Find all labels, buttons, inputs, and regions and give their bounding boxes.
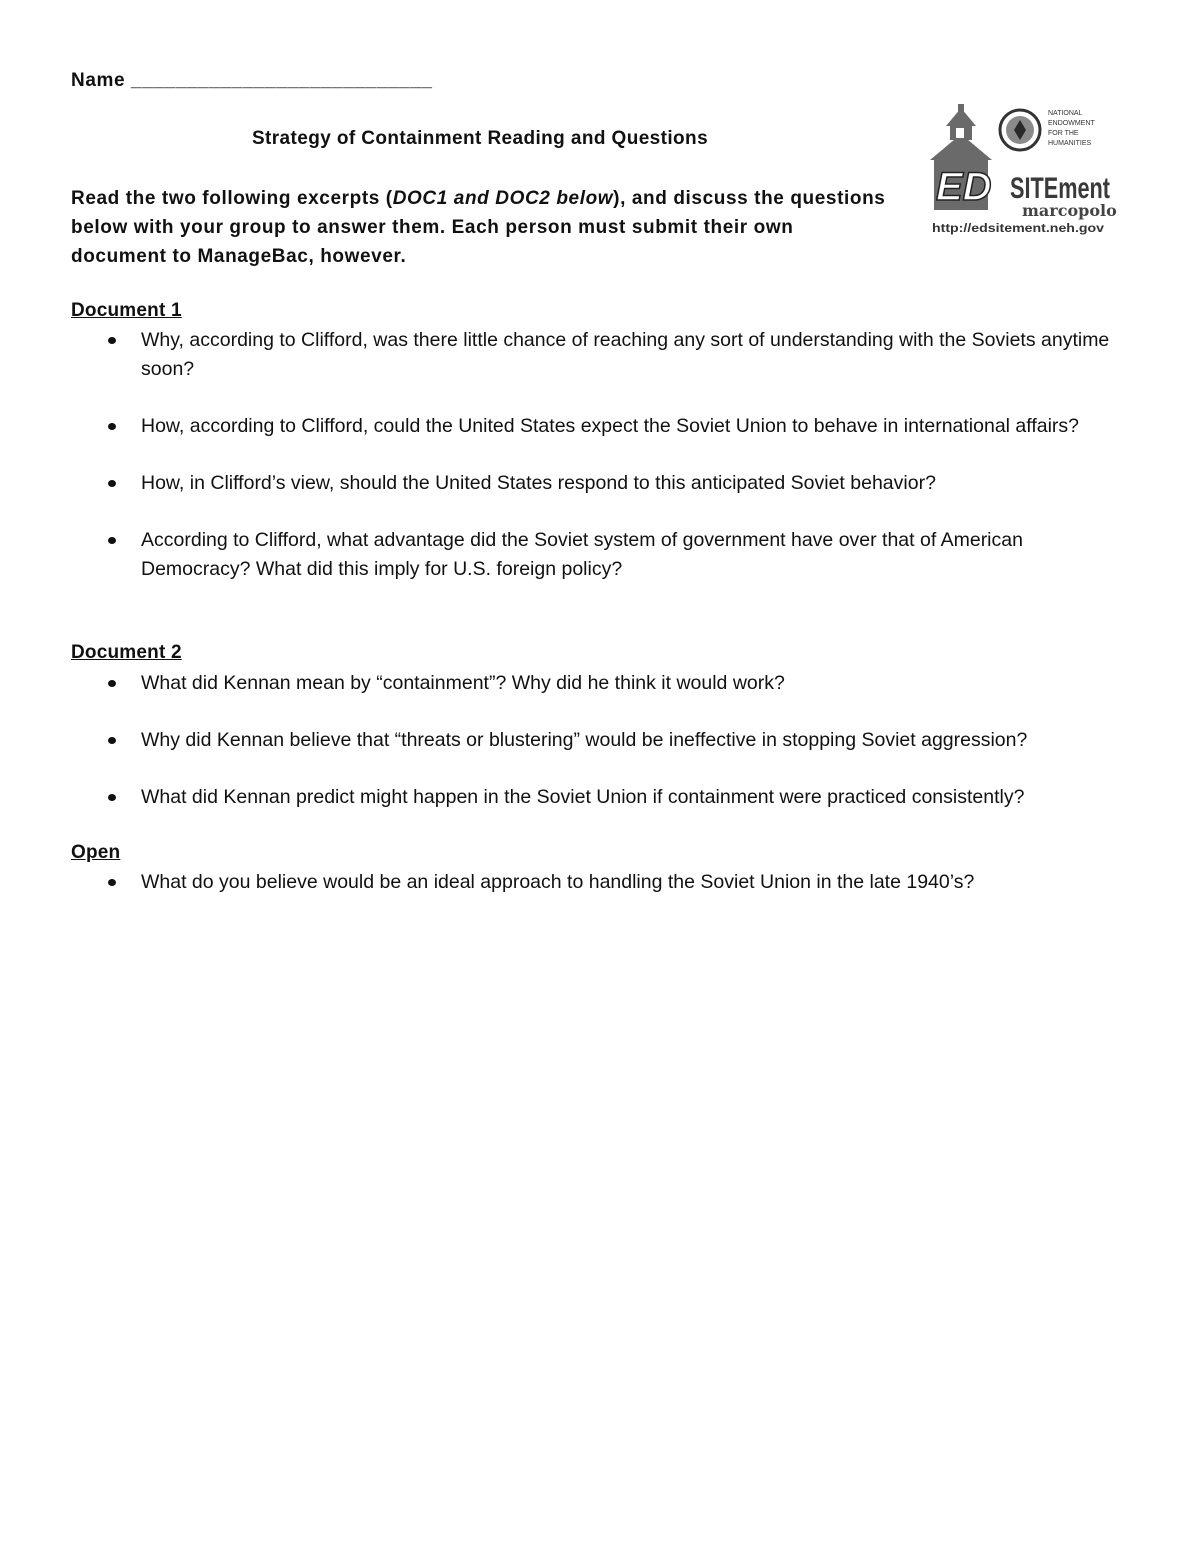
- section-heading-document-2: Document 2: [71, 642, 182, 663]
- question-text: Why did Kennan believe that “threats or blustering” would be ineffective in stopping Soviet aggression?: [141, 729, 1028, 751]
- question-text: According to Clifford, what advantage did the Soviet system of government have over that of American Democracy? What did this imply for U.S. foreign policy?: [141, 529, 1023, 580]
- neh-seal-icon: [1000, 110, 1040, 150]
- section-heading-open: Open: [71, 842, 121, 863]
- bullet-icon: [108, 423, 116, 430]
- logo-sitement-text: SITEment: [1010, 172, 1111, 205]
- logo-marcopolo-text: marcopolo: [1022, 201, 1117, 220]
- bullet-icon: [108, 794, 116, 801]
- list-item: [0, 469, 1131, 498]
- question-list-open: [0, 868, 1200, 897]
- list-item: [0, 412, 1131, 441]
- list-item: [0, 726, 1131, 755]
- list-item: [0, 868, 1131, 897]
- question-text: How, according to Clifford, could the United States expect the Soviet Union to behave in international affairs?: [141, 415, 1080, 437]
- question-text: Why, according to Clifford, was there little chance of reaching any sort of understanding with the Soviets anytime soon?: [141, 329, 1110, 380]
- list-item: [0, 783, 1131, 812]
- edsitement-logo: [926, 98, 1116, 238]
- bullet-icon: [108, 337, 116, 344]
- bullet-icon: [108, 680, 116, 687]
- bullet-icon: [108, 537, 116, 544]
- instructions-paragraph: [71, 184, 891, 271]
- neh-text-2: ENDOWMENT: [1048, 120, 1095, 127]
- list-item: [0, 326, 1131, 384]
- name-blank: ___________________________: [131, 70, 433, 91]
- bullet-icon: [108, 879, 116, 886]
- question-text: What did Kennan mean by “containment”? Why did he think it would work?: [141, 672, 785, 694]
- neh-text-1: NATIONAL: [1048, 110, 1083, 117]
- neh-text-3: FOR THE: [1048, 130, 1079, 137]
- name-label: Name: [71, 70, 126, 91]
- instructions-italic: DOC1 and DOC2 below: [392, 188, 614, 209]
- list-item: [0, 669, 1131, 698]
- bullet-icon: [108, 480, 116, 487]
- logo-ed-text: ED: [936, 165, 992, 209]
- instructions-text-1: Read the two following excerpts (: [71, 188, 393, 209]
- question-list-document-2: [0, 669, 1200, 812]
- bullet-icon: [108, 737, 116, 744]
- question-text: What do you believe would be an ideal approach to handling the Soviet Union in the late 1940’s?: [141, 871, 975, 893]
- instructions-text-2: ), and discuss the questions below with your group to answer them. Each person must submit their own document to ManageBac, however.: [71, 188, 886, 267]
- question-text: What did Kennan predict might happen in the Soviet Union if containment were practiced consistently?: [141, 786, 1025, 808]
- section-heading-document-1: Document 1: [71, 300, 182, 321]
- question-text: How, in Clifford’s view, should the United States respond to this anticipated Soviet behavior?: [141, 472, 936, 494]
- list-item: [0, 526, 1131, 584]
- name-field-line: [71, 70, 433, 92]
- logo-url-text: http://edsitement.neh.gov: [932, 223, 1105, 235]
- page-title: Strategy of Containment Reading and Questions: [251, 128, 709, 149]
- question-list-document-1: [0, 326, 1200, 584]
- neh-text-4: HUMANITIES: [1048, 140, 1092, 147]
